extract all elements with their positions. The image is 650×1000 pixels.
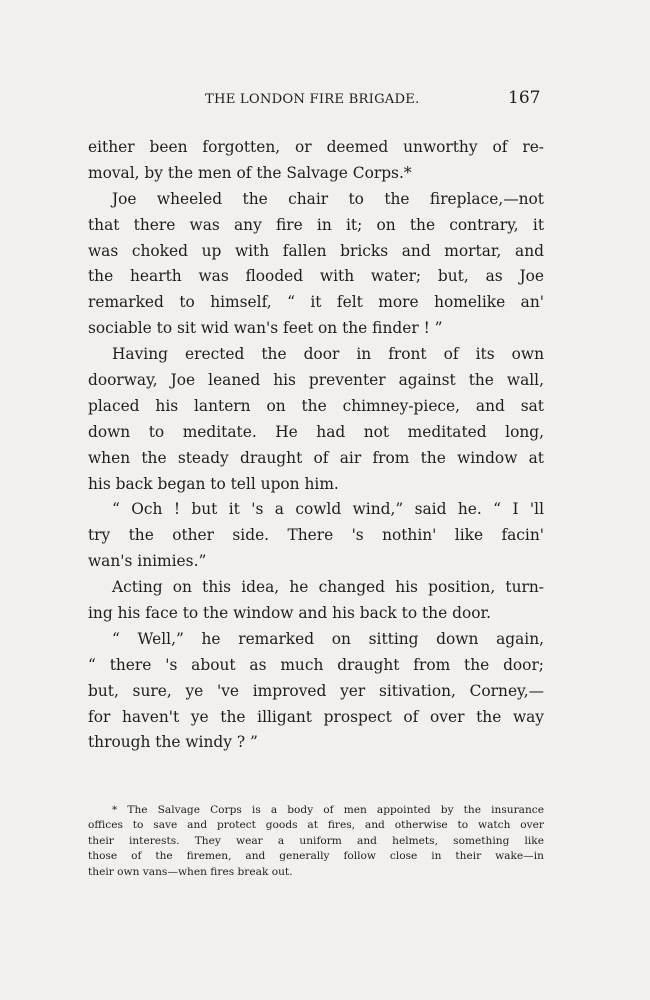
text-line: wan's inimies.” (88, 552, 207, 571)
text-line: through the windy ? ” (88, 733, 258, 752)
footnote-line: their interests. They wear a uniform and helmets, something like (88, 834, 544, 847)
text-line: but, sure, ye 've improved yer sitivation, Corney,— (88, 681, 544, 700)
text-line: placed his lantern on the chimney-piece, and sat (88, 396, 544, 415)
text-line: down to meditate. He had not meditated long, (88, 422, 544, 441)
text-line: “ Och ! but it 's a cowld wind,” said he. “ I 'll (112, 500, 544, 519)
footnote (88, 803, 544, 880)
text-line: Acting on this idea, he changed his position, turn- (112, 578, 544, 597)
footnote-line: their own vans—when fires break out. (88, 865, 293, 878)
running-title: THE LONDON FIRE BRIGADE. (205, 92, 420, 107)
page-number: 167 (508, 88, 541, 108)
text-line: was choked up with fallen bricks and mortar, and (88, 241, 544, 260)
footnote-line: those of the firemen, and generally follow close in their wake—in (88, 850, 544, 863)
footnote-line: * The Salvage Corps is a body of men appointed by the insurance (112, 804, 544, 816)
text-line: for haven't ye the illigant prospect of over the way (88, 707, 544, 726)
footnote-line: offices to save and protect goods at fires, and otherwise to watch over (88, 819, 544, 832)
text-line: ing his face to the window and his back to the door. (88, 604, 492, 623)
text-line: doorway, Joe leaned his preventer against the wall, (88, 371, 544, 390)
text-line: the hearth was flooded with water; but, as Joe (88, 267, 544, 286)
text-line: his back began to tell upon him. (88, 474, 339, 493)
text-line: “ there 's about as much draught from the door; (88, 655, 544, 674)
text-line: that there was any fire in it; on the contrary, it (88, 215, 544, 234)
text-line: “ Well,” he remarked on sitting down again, (112, 629, 544, 648)
text-line: sociable to sit wid wan's feet on the finder ! ” (88, 319, 443, 338)
text-line: Having erected the door in front of its own (112, 345, 544, 364)
text-line: either been forgotten, or deemed unworthy of re- (88, 138, 544, 156)
body-text (88, 135, 544, 756)
text-line: Joe wheeled the chair to the fireplace,—not (112, 189, 544, 208)
text-line: moval, by the men of the Salvage Corps.* (88, 163, 412, 182)
text-line: try the other side. There 's nothin' like facin' (88, 526, 544, 545)
text-line: when the steady draught of air from the window at (88, 448, 544, 467)
text-line: remarked to himself, “ it felt more homelike an' (88, 293, 544, 312)
